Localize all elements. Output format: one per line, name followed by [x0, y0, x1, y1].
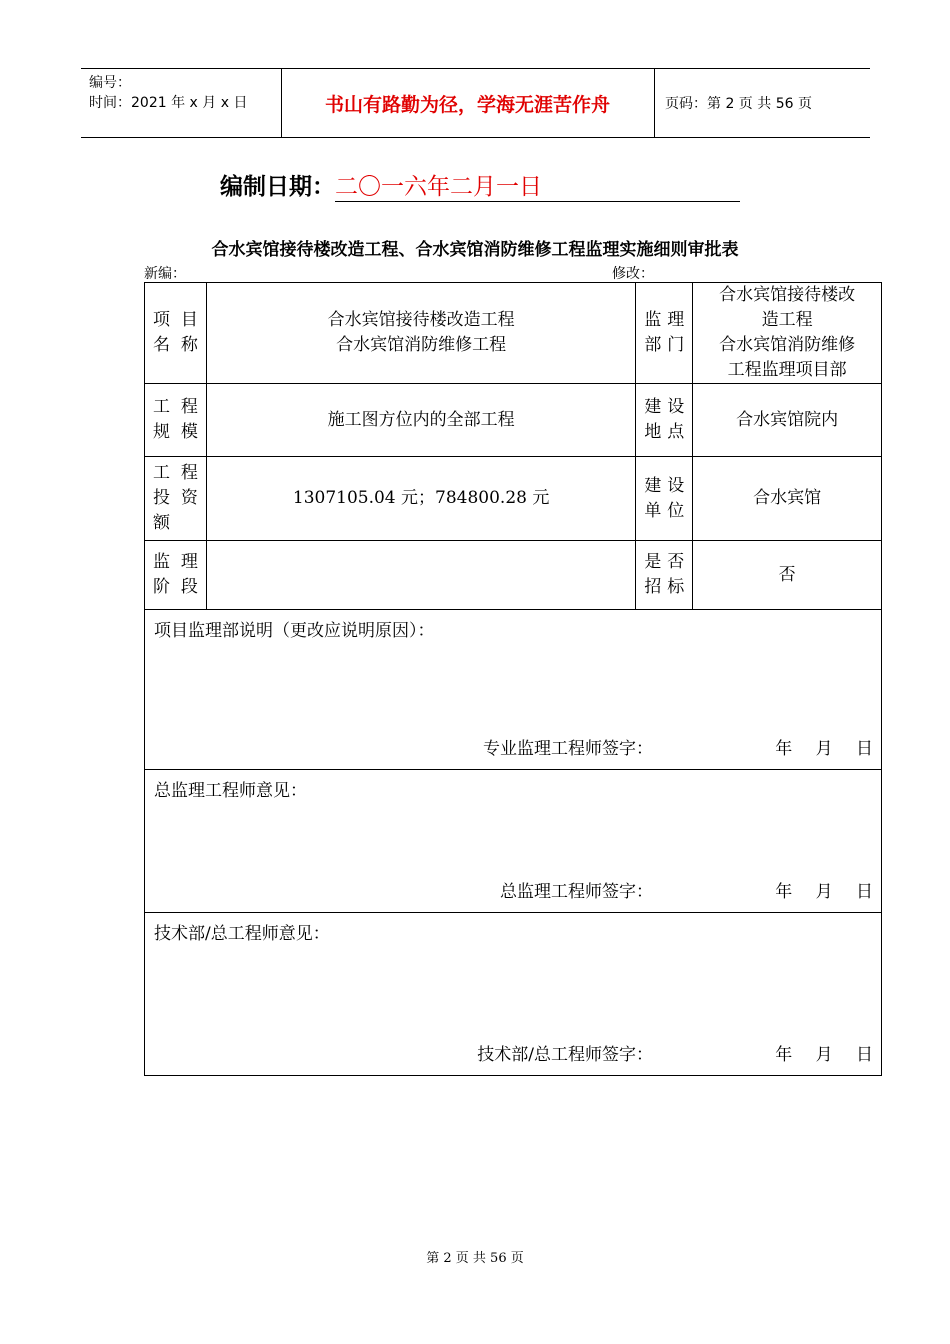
table-row — [145, 283, 882, 384]
row-label2: 监理部门 — [636, 283, 693, 384]
value-line: 合水宾馆消防维修 — [719, 335, 856, 355]
section-tech-opinion — [145, 913, 882, 1076]
section-heading: 技术部/总工程师意见： — [154, 924, 330, 944]
compile-date-value: 二〇一六年二月一日 — [335, 168, 740, 202]
row-label2: 是否招标 — [636, 541, 693, 610]
row-label2: 建设地点 — [636, 384, 693, 457]
table-row — [145, 457, 882, 541]
signature-label: 总监理工程师签字： — [500, 882, 653, 902]
form-title: 合水宾馆接待楼改造工程、合水宾馆消防维修工程监理实施细则审批表 — [211, 240, 739, 260]
page-header — [81, 68, 870, 138]
value-line: 合水宾馆接待楼改造工程 — [327, 310, 515, 330]
row-value: 施工图方位内的全部工程 — [206, 384, 635, 457]
signature-date: 年 月 日 — [775, 739, 873, 759]
signature-label: 技术部/总工程师签字： — [477, 1045, 653, 1065]
header-page-info: 页码：第 2 页 共 56 页 — [665, 96, 812, 112]
time-label: 时间：2021 年 x 月 x 日 — [89, 95, 248, 111]
new-label: 新编： — [144, 266, 186, 282]
signature-date: 年 月 日 — [775, 1045, 873, 1065]
motto: 书山有路勤为径，学海无涯苦作舟 — [281, 69, 655, 137]
row-label: 项目名称 — [145, 283, 207, 384]
compile-date-label: 编制日期： — [220, 174, 335, 200]
row-value2: 否 — [693, 541, 882, 610]
approval-table — [144, 282, 882, 1076]
row-value2: 合水宾馆院内 — [693, 384, 882, 457]
signature-label: 专业监理工程师签字： — [483, 739, 653, 759]
value-line: 造工程 — [761, 310, 813, 330]
value-line: 工程监理项目部 — [727, 360, 847, 380]
page-footer: 第 2 页 共 56 页 — [426, 1251, 524, 1266]
table-row — [145, 384, 882, 457]
modify-label: 修改： — [612, 266, 654, 282]
compile-date — [220, 168, 740, 202]
value-line: 合水宾馆消防维修工程 — [336, 335, 507, 355]
row-label: 工程规模 — [145, 384, 207, 457]
value-line: 合水宾馆接待楼改 — [719, 285, 856, 305]
table-row — [145, 541, 882, 610]
row-label: 工程投资额 — [145, 457, 207, 541]
section-heading: 项目监理部说明（更改应说明原因）： — [154, 621, 435, 641]
row-value — [206, 283, 635, 384]
header-meta — [81, 69, 282, 137]
row-value — [206, 541, 635, 610]
row-label2: 建设单位 — [636, 457, 693, 541]
row-value2: 合水宾馆 — [693, 457, 882, 541]
section-heading: 总监理工程师意见： — [154, 781, 307, 801]
signature-date: 年 月 日 — [775, 882, 873, 902]
row-value2 — [693, 283, 882, 384]
row-value: 1307105.04 元；784800.28 元 — [206, 457, 635, 541]
number-label: 编号： — [89, 75, 131, 91]
section-supervision-note — [145, 610, 882, 770]
row-label: 监理阶段 — [145, 541, 207, 610]
section-chief-opinion — [145, 770, 882, 913]
